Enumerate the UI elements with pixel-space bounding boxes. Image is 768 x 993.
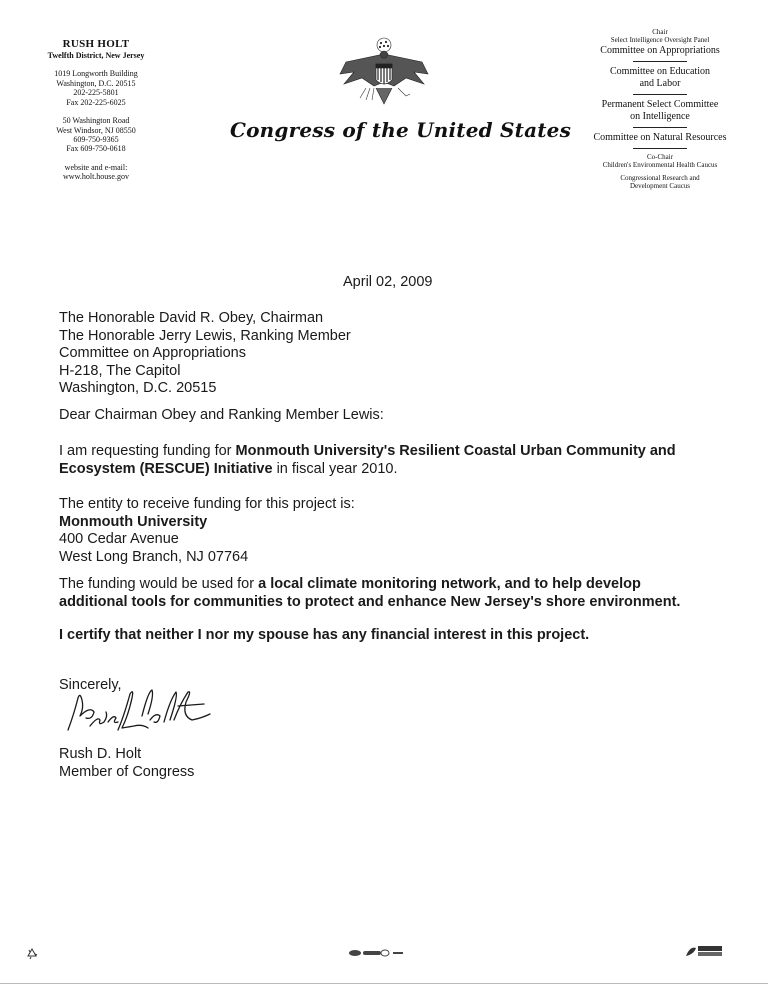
entity-address: 400 Cedar Avenue (59, 531, 179, 547)
website-info: website and e-mail: www.holt.house.gov (63, 162, 129, 182)
recipient-line: Committee on Appropriations (59, 345, 246, 361)
caucus-research: Congressional Research and Development Caucus (620, 173, 700, 190)
certification-paragraph: I certify that neither I nor my spouse has any financial interest in this project. (59, 627, 590, 643)
divider (633, 61, 687, 62)
project-name: Monmouth University's Resilient Coastal Urban Community and (235, 443, 676, 459)
recipient-line: The Honorable Jerry Lewis, Ranking Member (59, 327, 351, 344)
panel-name: Select Intelligence Oversight Panel (610, 36, 710, 45)
great-seal-icon (336, 36, 432, 108)
closing: Sincerely, (59, 677, 122, 693)
signer-block (59, 746, 194, 781)
member-name: RUSH HOLT (62, 38, 130, 50)
recycle-icon (25, 947, 39, 961)
entity-paragraph: The entity to receive funding for this project is: Monmouth University 400 Cedar Avenue West Long Branch, NJ 07764 (59, 496, 355, 565)
funding-request-paragraph: I am requesting funding for Monmouth University's Resilient Coastal Urban Community and Ecosystem (RESCUE) Initiative in fiscal year 2010. (59, 443, 676, 477)
union-label-icon (347, 948, 407, 958)
entity-name: Monmouth University (59, 513, 208, 530)
cochair-label: Co-Chair (646, 152, 674, 161)
committee-intelligence: Permanent Select Committee on Intelligence (601, 98, 719, 122)
divider (633, 148, 687, 149)
recipient-block (59, 310, 351, 398)
committee-natural-resources: Committee on Natural Resources (593, 131, 727, 143)
salutation: Dear Chairman Obey and Ranking Member Lewis: (59, 407, 384, 423)
handwritten-signature (64, 686, 214, 736)
recipient-line: Washington, D.C. 20515 (59, 380, 217, 396)
nj-office-address: 50 Washington Road West Windsor, NJ 08550 609-750-9365 Fax 609-750-0618 (56, 116, 136, 154)
soy-ink-icon (684, 944, 724, 958)
committee-appropriations: Committee on Appropriations (600, 44, 720, 56)
divider (633, 127, 687, 128)
project-name-cont: Ecosystem (RESCUE) Initiative (59, 460, 273, 477)
signer-name: Rush D. Holt (59, 746, 142, 762)
dc-office-address: 1019 Longworth Building Washington, D.C. 20515 202-225-5801 Fax 202-225-6025 (54, 69, 138, 107)
chair-label: Chair (652, 28, 668, 36)
letterhead-left (26, 38, 166, 182)
letterhead-right (570, 28, 750, 190)
member-district: Twelfth District, New Jersey (47, 50, 145, 60)
funding-use-paragraph: The funding would be used for a local climate monitoring network, and to help develop additional tools for communities to protect and enhance New Jersey's shore environment. (59, 576, 681, 610)
caucus-childrens-health: Children's Environmental Health Caucus (602, 161, 718, 170)
letter-date: April 02, 2009 (343, 274, 433, 290)
letterhead-title: Congress of the United States (230, 118, 572, 142)
signer-title: Member of Congress (59, 763, 195, 780)
divider (633, 94, 687, 95)
entity-city: West Long Branch, NJ 07764 (59, 548, 249, 565)
recipient-line: The Honorable David R. Obey, Chairman (59, 310, 324, 326)
recipient-line: H-218, The Capitol (59, 362, 181, 379)
committee-education: Committee on Education and Labor (610, 65, 710, 89)
page-edge (0, 983, 768, 984)
